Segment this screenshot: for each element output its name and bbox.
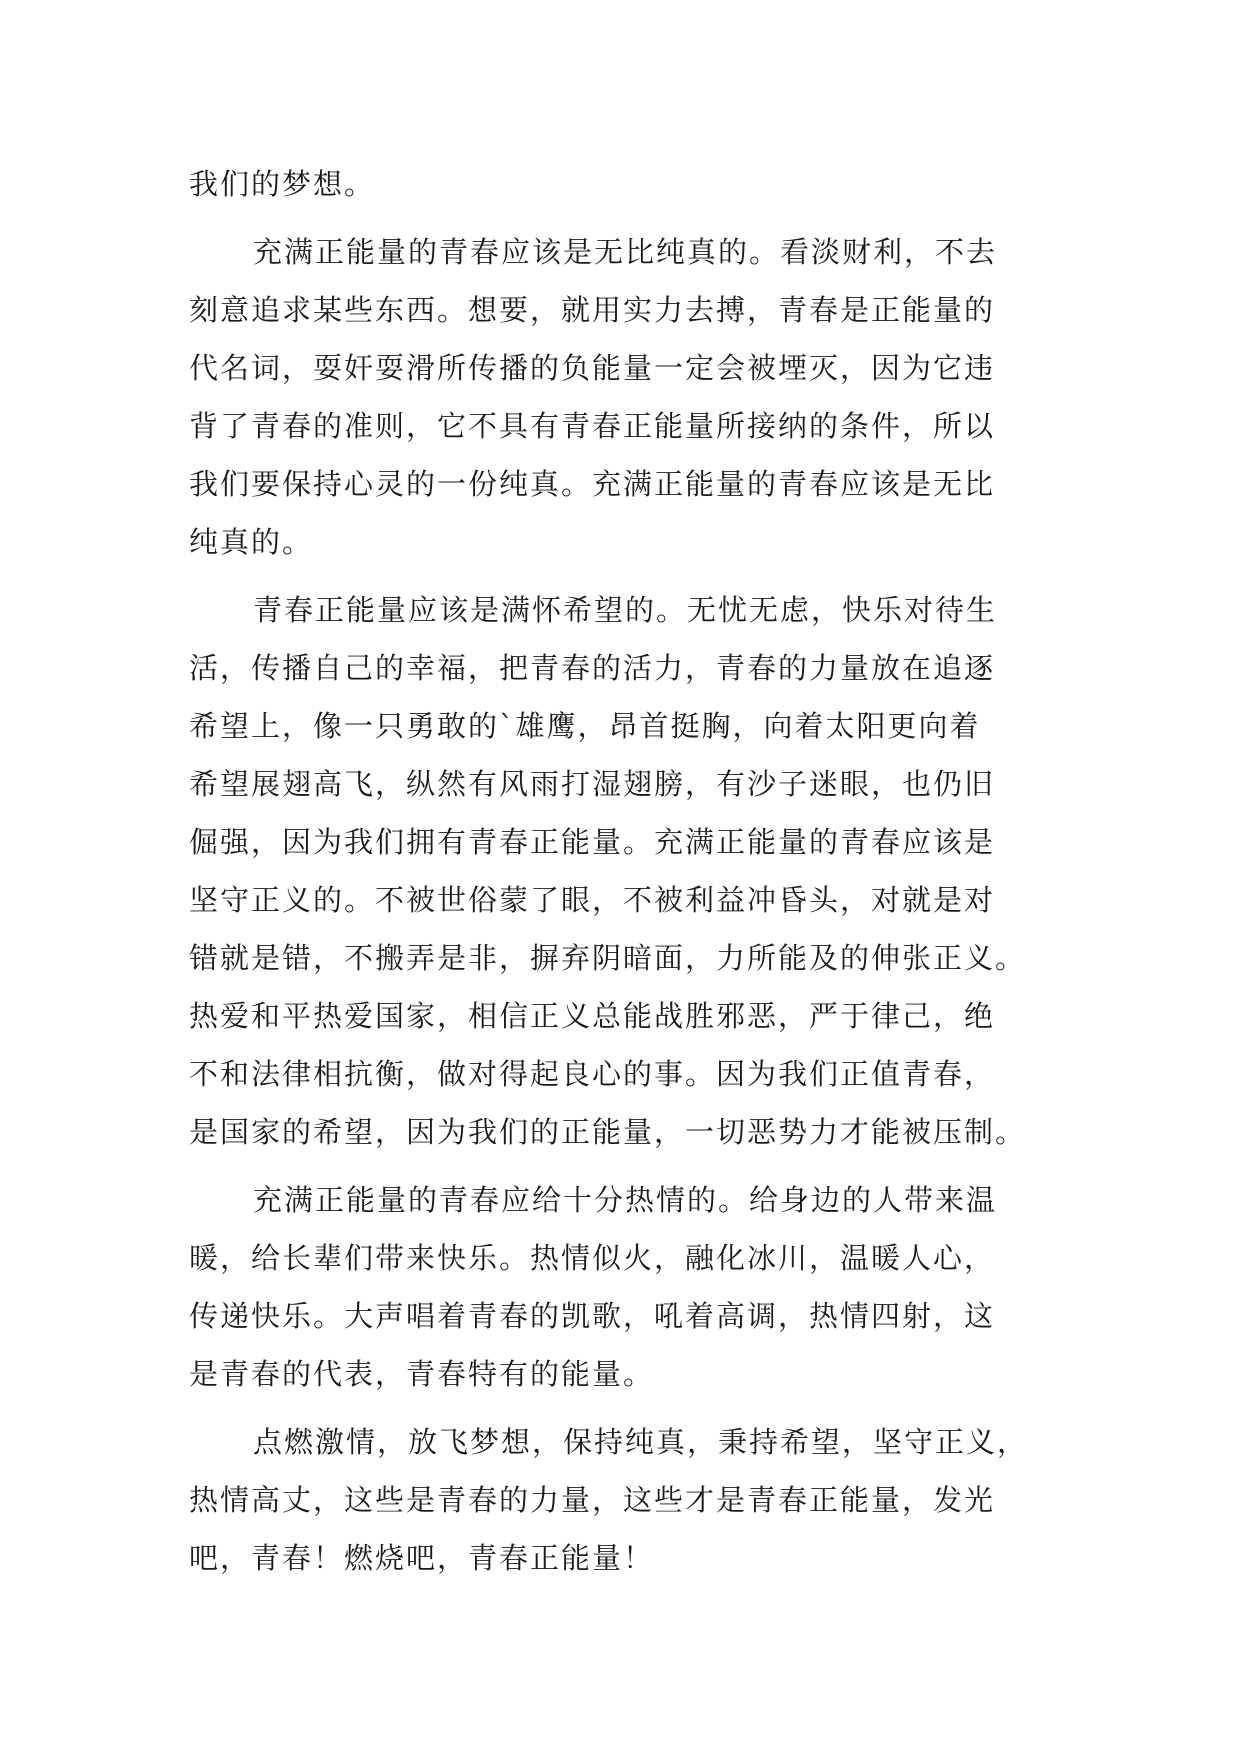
text-line: 充满正能量的青春应该是无比纯真的。看淡财利，不去 (253, 235, 998, 269)
text-line: 是国家的希望，因为我们的正能量，一切恶势力才能被压制。 (189, 1115, 1027, 1149)
paragraph-4 (189, 1171, 1057, 1403)
text-line: 点燃激情，放飞梦想，保持纯真，秉持希望，坚守正义， (253, 1425, 1029, 1459)
text-line: 希望上，像一只勇敢的`雄鹰，昂首挺胸，向着太阳更向着 (189, 709, 981, 743)
text-line: 倔强，因为我们拥有青春正能量。充满正能量的青春应该是 (189, 825, 996, 859)
text-line: 热情高丈，这些是青春的力量，这些才是青春正能量，发光 (189, 1483, 996, 1517)
paragraph-5 (189, 1413, 1057, 1587)
text-line: 不和法律相抗衡，做对得起良心的事。因为我们正值青春， (189, 1057, 996, 1091)
text-line: 暖，给长辈们带来快乐。热情似火，融化冰川，温暖人心， (189, 1241, 996, 1275)
text-line: 充满正能量的青春应给十分热情的。给身边的人带来温 (253, 1183, 998, 1217)
text-line: 背了青春的准则，它不具有青春正能量所接纳的条件，所以 (189, 409, 996, 443)
text-line: 传递快乐。大声唱着青春的凯歌，吼着高调，热情四射，这 (189, 1299, 996, 1333)
text-line: 刻意追求某些东西。想要，就用实力去搏，青春是正能量的 (189, 293, 996, 327)
paragraph-1 (189, 155, 1057, 213)
text-line: 活，传播自己的幸福，把青春的活力，青春的力量放在追逐 (189, 651, 996, 685)
text-line: 错就是错，不搬弄是非，摒弃阴暗面，力所能及的伸张正义。 (189, 941, 1027, 975)
paragraph-3 (189, 581, 1057, 1161)
text-line: 代名词，耍奸耍滑所传播的负能量一定会被堙灭，因为它违 (189, 351, 996, 385)
text-line: 青春正能量应该是满怀希望的。无忧无虑，快乐对待生 (253, 593, 998, 627)
text-line: 热爱和平热爱国家，相信正义总能战胜邪恶，严于律己，绝 (189, 999, 996, 1033)
text-line: 是青春的代表，青春特有的能量。 (189, 1357, 655, 1391)
text-line: 希望展翅高飞，纵然有风雨打湿翅膀，有沙子迷眼，也仍旧 (189, 767, 996, 801)
text-line: 坚守正义的。不被世俗蒙了眼，不被利益冲昏头，对就是对 (189, 883, 996, 917)
paragraph-2 (189, 223, 1057, 571)
text-line: 吧，青春！燃烧吧，青春正能量！ (189, 1541, 655, 1575)
text-line: 我们的梦想。 (189, 167, 376, 201)
text-line: 我们要保持心灵的一份纯真。充满正能量的青春应该是无比 (189, 467, 996, 501)
document-body (189, 155, 1057, 1597)
text-line: 纯真的。 (189, 525, 314, 559)
